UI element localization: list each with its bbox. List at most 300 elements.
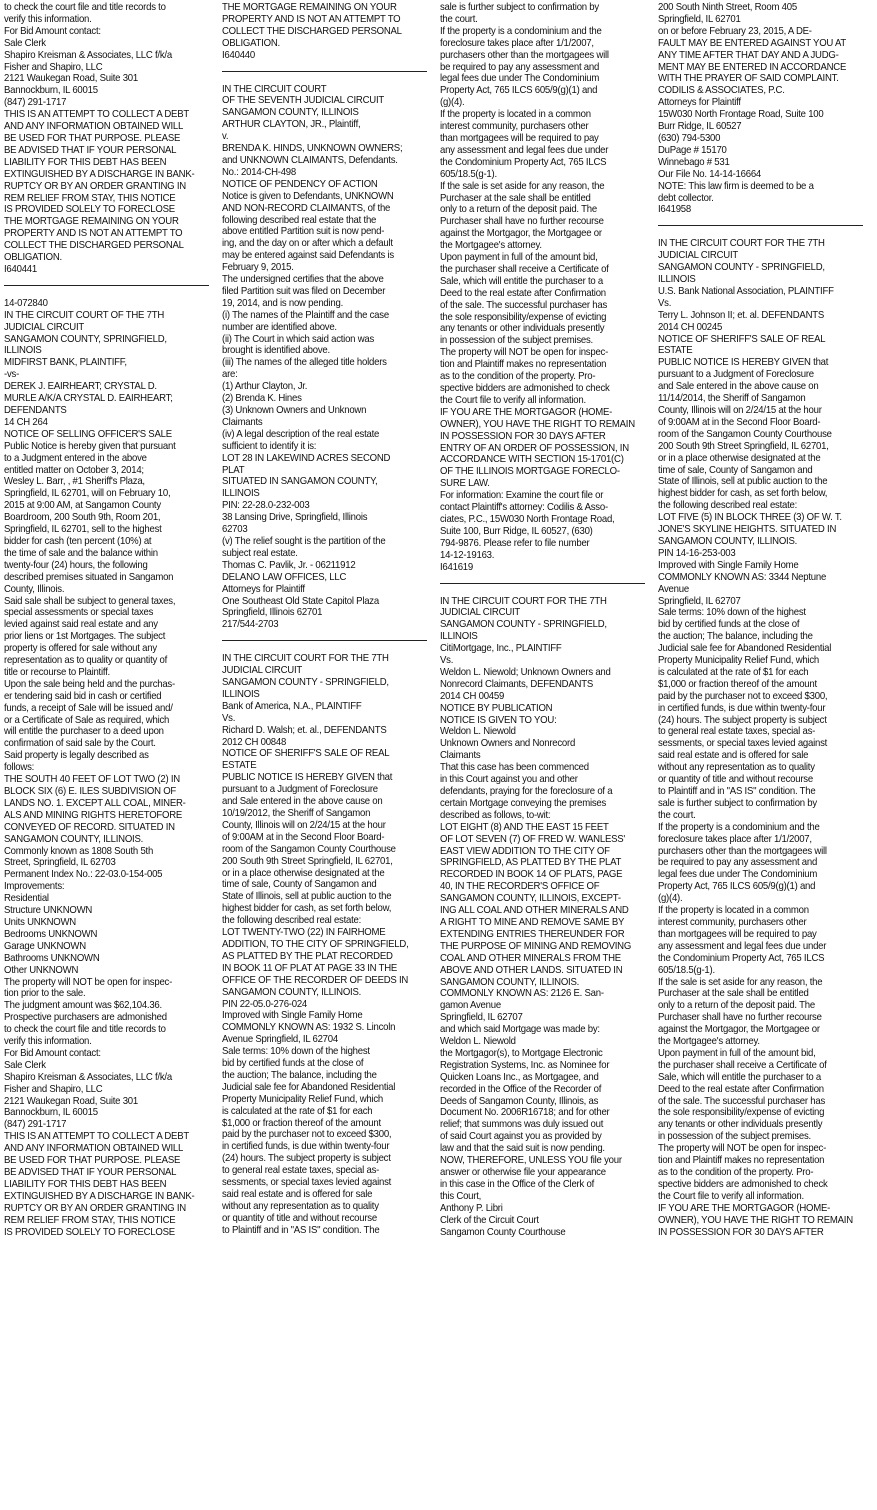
notice-line: ciates, P.C., 15W030 North Frontage Road, (440, 513, 615, 525)
notice-line: ARTHUR CLAYTON, JR., Plaintiff, (222, 119, 361, 131)
notice-line: (v) The relief sought is the partition of the (222, 535, 386, 547)
notice-line: BE USED FOR THAT PURPOSE. PLEASE (4, 132, 181, 144)
notice-divider (658, 225, 863, 226)
notice-divider (222, 71, 427, 72)
notice-line: Attorneys for Plaintiff (222, 583, 305, 595)
notice-line: any assessment and legal fees due under (440, 144, 609, 156)
legal-notice (222, 84, 434, 632)
notice-line: funds, a receipt of Sale will be issued and/ (4, 702, 173, 714)
notice-line: levied against said real estate and any (4, 619, 158, 631)
notice-line: DEREK J. EAIRHEART; CRYSTAL D. (4, 381, 157, 393)
notice-line: COMMONLY KNOWN AS: 2126 E. San- (440, 988, 604, 1000)
notice-line: REM RELIEF FROM STAY, THIS NOTICE (4, 1214, 176, 1226)
notice-line: the time of sale and the balance within (4, 547, 158, 559)
notice-line: property is offered for sale without any (4, 643, 157, 655)
notice-line: PUBLIC NOTICE IS HEREBY GIVEN that (658, 357, 829, 369)
notice-line: IS PROVIDED SOLELY TO FORECLOSE (4, 1226, 175, 1238)
notice-line: Sale, which will entitle the purchaser to a (658, 1071, 821, 1083)
notice-line: 2121 Waukegan Road, Suite 301 (4, 73, 138, 85)
notice-line: be required to pay any assessment and (440, 61, 600, 73)
notice-line: NOTICE OF PENDENCY OF ACTION (222, 178, 378, 190)
notice-line: DuPage # 15170 (658, 144, 727, 156)
legal-notice (4, 2, 216, 276)
notice-line: recorded in the Office of the Recorder of (440, 1083, 602, 1095)
notice-line: If the property is located in a common (440, 109, 591, 121)
notice-line: Structure UNKNOWN (4, 905, 93, 917)
legal-notice (440, 2, 652, 574)
notice-line: LOT TWENTY-TWO (22) IN FAIRHOME (222, 927, 386, 939)
notice-line: For Bid Amount contact: (4, 1047, 101, 1059)
notice-line: sale is further subject to confirmation by (658, 797, 817, 809)
notice-line: of 9:00AM at in the Second Floor Board- (222, 831, 385, 843)
notice-line: THE PURPOSE OF MINING AND REMOVING (440, 940, 632, 952)
notice-line: ESTATE (658, 345, 693, 357)
notice-line: IS PROVIDED SOLELY TO FORECLOSE (4, 204, 175, 216)
notice-line: SANGAMON COUNTY, ILLINOIS. (4, 833, 144, 845)
notice-line: on or before February 23, 2015, A DE- (658, 25, 812, 37)
notice-line: Springfield, IL 62707 (440, 1012, 523, 1024)
notice-line: 11/14/2014, the Sheriff of Sangamon (658, 393, 806, 405)
notice-line: the following described real estate: (658, 500, 798, 512)
notice-line: Units UNKNOWN (4, 916, 77, 928)
notice-line: 2014 CH 00245 (658, 321, 723, 333)
notice-line: 2012 CH 00848 (222, 736, 287, 748)
notice-line: OF LOT SEVEN (7) OF FRED W. WANLESS' (440, 833, 626, 845)
notice-line: Said sale shall be subject to general taxes, (4, 595, 176, 607)
notice-line: is calculated at the rate of $1 for each (658, 666, 809, 678)
notice-line: Sale terms: 10% down of the highest (222, 1046, 370, 1058)
notice-line: Improvements: (4, 881, 65, 893)
notice-line: Shapiro Kreisman & Associates, LLC f/k/a (4, 49, 172, 61)
notice-line: NOTICE BY PUBLICATION (440, 702, 553, 714)
column-1 (4, 2, 216, 1510)
notice-line: spective bidders are admonished to check (658, 1178, 828, 1190)
notice-line: PIN: 22-28.0-232-003 (222, 500, 310, 512)
notice-line: Springfield, IL 62701 (658, 13, 741, 25)
notice-line: CitiMortgage, Inc., PLAINTIFF (440, 643, 562, 655)
notice-line: (ii) The Court in which said action was (222, 333, 375, 345)
notice-line: without any representation as to quality (658, 762, 815, 774)
notice-line: Property Municipality Relief Fund, which (222, 1093, 384, 1105)
notice-line: The property will NOT be open for inspec- (4, 976, 173, 988)
notice-line: If the sale is set aside for any reason, the (658, 976, 823, 988)
notice-line: Quicken Loans Inc., as Mortgagee, and (440, 1071, 599, 1083)
notice-line: 794-9876. Please refer to file number (440, 537, 590, 549)
notice-line: Deed to the real estate after Confirmation (440, 287, 606, 299)
notice-line: THIS IS AN ATTEMPT TO COLLECT A DEBT (4, 109, 189, 121)
notice-line: the purchaser shall receive a Certificate of (440, 263, 609, 275)
notice-line: Deed to the real estate after Confirmation (658, 1083, 824, 1095)
notice-line: representation as to quality or quantity of (4, 655, 168, 667)
notice-line: (3) Unknown Owners and Unknown (222, 405, 367, 416)
notice-line: (847) 291-1717 (4, 97, 67, 109)
notice-line: If the sale is set aside for any reason, the (440, 180, 605, 192)
notice-line: ENTRY OF AN ORDER OF POSSESSION, IN (440, 442, 629, 454)
notice-line: ILLINOIS (4, 345, 42, 357)
notice-line: EXTINGUISHED BY A DISCHARGE IN BANK- (4, 1190, 195, 1202)
notice-line: LOT FIVE (5) IN BLOCK THREE (3) OF W. T. (658, 512, 842, 524)
notice-line: only to a return of the deposit paid. The (658, 1000, 815, 1012)
notice-line: ing, and the day on or after which a default (222, 238, 393, 250)
notice-line: County, Illinois. (4, 583, 65, 595)
notice-line: Upon the sale being held and the purchas- (4, 678, 175, 690)
legal-notice (658, 238, 870, 1238)
notice-line: Avenue (658, 583, 689, 595)
notice-line: DELANO LAW OFFICES, LLC (222, 571, 347, 583)
notice-line: NOTICE OF SHERIFF'S SALE OF REAL (658, 333, 826, 345)
notice-line: PLAT (222, 464, 245, 476)
notice-line: 38 Lansing Drive, Springfield, Illinois (222, 512, 368, 524)
notice-line: 200 South Ninth Street, Room 405 (658, 2, 797, 13)
notice-line: COLLECT THE DISCHARGED PERSONAL (4, 240, 184, 252)
notice-line: 200 South 9th Street Springfield, IL 62701, (222, 855, 393, 867)
notice-line: the court. (658, 809, 696, 821)
notice-line: NOTE: This law firm is deemed to be a (658, 180, 814, 192)
legal-notice (222, 653, 434, 1236)
notice-line: CODILIS & ASSOCIATES, P.C. (658, 85, 785, 97)
notice-line: the sole responsibility/expense of evicting (440, 311, 607, 323)
notice-line: The property will NOT be open for inspec- (658, 1143, 827, 1155)
notice-line: title or recourse to Plaintiff. (4, 666, 110, 678)
notice-line: and UNKNOWN CLAIMANTS, Defendants. (222, 154, 398, 166)
notice-line: SANGAMON COUNTY, ILLINOIS. (440, 976, 580, 988)
notice-line: ACCORDANCE WITH SECTION 15-1701(C) (440, 454, 624, 466)
notice-line: JUDICIAL CIRCUIT (222, 665, 302, 677)
notice-line: described premises situated in Sangamon (4, 571, 174, 583)
notice-line: State of Illinois, sell at public auction to the (222, 891, 392, 903)
notice-line: Bank of America, N.A., PLAINTIFF (222, 700, 362, 712)
notice-line: sessments, or special taxes levied against (658, 738, 828, 750)
notice-line: If the property is located in a common (658, 905, 809, 917)
notice-line: Purchaser shall have no further recourse (440, 216, 604, 228)
notice-line: DEFENDANTS (4, 405, 67, 416)
notice-line: U.S. Bank National Association, PLAINTIFF (658, 285, 834, 297)
notice-line: MIDFIRST BANK, PLAINTIFF, (4, 357, 127, 369)
notice-line: only to a return of the deposit paid. The (440, 204, 597, 216)
notice-line: sale is further subject to confirmation by (440, 2, 599, 13)
notice-line: If the property is a condominium and the (440, 25, 602, 37)
notice-line: Registration Systems, Inc. as Nominee for (440, 1059, 610, 1071)
notice-line: LOT 28 IN LAKEWIND ACRES SECOND (222, 452, 391, 464)
legal-notice (440, 596, 652, 1239)
notice-line: OF THE SEVENTH JUDICIAL CIRCUIT (222, 95, 384, 107)
notice-line: Public Notice is hereby given that pursuant (4, 440, 176, 452)
notice-line: 10/19/2012, the Sheriff of Sangamon (222, 808, 371, 819)
notice-line: February 9, 2015. (222, 262, 294, 274)
notice-line: ABOVE AND OTHER LANDS. SITUATED IN (440, 964, 623, 976)
notice-line: FAULT MAY BE ENTERED AGAINST YOU AT (658, 37, 847, 49)
notice-line: spective bidders are admonished to check (440, 383, 610, 394)
notice-line: SANGAMON COUNTY - SPRINGFIELD, (440, 619, 607, 631)
notice-line: and which said Mortgage was made by: (440, 1024, 600, 1036)
notice-line: brought is identified above. (222, 345, 330, 357)
notice-line: COLLECT THE DISCHARGED PERSONAL (222, 25, 402, 37)
notice-line: 62703 (222, 524, 248, 536)
notice-line: than mortgagees will be required to pay (440, 132, 599, 144)
notice-line: Boardroom, 200 South 9th, Room 201, (4, 512, 161, 524)
notice-line: of said Court against you as provided by (440, 1131, 602, 1143)
notice-line: 2015 at 9:00 AM, at Sangamon County (4, 500, 161, 512)
notice-line: 15W030 North Frontage Road, Suite 100 (658, 109, 824, 121)
notice-line: follows: (4, 762, 35, 774)
notice-line: LIABILITY FOR THIS DEBT HAS BEEN (4, 1178, 167, 1190)
notice-line: Improved with Single Family Home (222, 1010, 363, 1022)
notice-line: Our File No. 14-14-16664 (658, 168, 762, 180)
notice-line: PROPERTY AND IS NOT AN ATTEMPT TO (4, 228, 183, 240)
notice-line: JUDICIAL CIRCUIT (4, 321, 84, 333)
notice-line: AND ANY INFORMATION OBTAINED WILL (4, 1143, 184, 1155)
notice-line: time of sale, County of Sangamon and (222, 879, 377, 891)
notice-line: Judicial sale fee for Abandoned Residential (658, 643, 832, 655)
notice-line: this Court, (440, 1190, 482, 1202)
notice-line: purchasers other than the mortgagees will (658, 845, 827, 857)
notice-line: IN THE CIRCUIT COURT (222, 83, 327, 95)
notice-line: in certified funds, is due within twenty-four (658, 702, 826, 714)
notice-line: The property will NOT be open for inspec- (440, 347, 609, 359)
notice-line: WITH THE PRAYER OF SAID COMPLAINT. (658, 73, 839, 85)
notice-line: Purchaser at the sale shall be entitled (658, 988, 809, 1000)
notice-line: 19, 2014, and is now pending. (222, 297, 344, 309)
notice-line: entitled matter on October 3, 2014; (4, 464, 144, 476)
notice-line: described as follows, to-wit: (440, 809, 551, 821)
notice-line: AS PLATTED BY THE PLAT RECORDED (222, 950, 393, 962)
notice-line: may be entered against said Defendants is (222, 250, 395, 262)
notice-line: Clerk of the Circuit Court (440, 1214, 539, 1226)
notice-line: If the property is a condominium and the (658, 821, 820, 833)
notice-line: the Mortgagor(s), to Mortgage Electronic (440, 1047, 603, 1059)
notice-line: of 9:00AM at in the Second Floor Board- (658, 416, 821, 428)
notice-line: COAL AND OTHER MINERALS FROM THE (440, 952, 621, 964)
notice-line: JUDICIAL CIRCUIT (658, 250, 738, 262)
notice-line: the purchaser shall receive a Certificate of (658, 1059, 827, 1071)
notice-line: in this case in the Office of the Clerk of (440, 1178, 595, 1190)
notice-line: sessments, or special taxes levied against (222, 1177, 392, 1189)
notice-line: tion prior to the sale. (4, 988, 86, 1000)
notice-line: BRENDA K. HINDS, UNKNOWN OWNERS; (222, 143, 403, 155)
notice-line: LANDS NO. 1. EXCEPT ALL COAL, MINER- (4, 797, 186, 809)
notice-line: Notice is given to Defendants, UNKNOWN (222, 190, 394, 202)
notice-line: will entitle the purchaser to a deed upon (4, 726, 164, 738)
notice-line: to general real estate taxes, special as- (222, 1165, 380, 1177)
notice-line: SANGAMON COUNTY, ILLINOIS, EXCEPT- (440, 893, 621, 905)
notice-line: Residential (4, 893, 49, 905)
notice-divider (4, 285, 209, 286)
notice-line: certain Mortgage conveying the premises (440, 797, 607, 809)
notice-line: Bathrooms UNKNOWN (4, 952, 100, 964)
notice-line: or a Certificate of Sale as required, which (4, 714, 170, 726)
notice-line: Weldon L. Niewold (440, 726, 516, 738)
notice-line: PIN 14-16-253-003 (658, 547, 736, 559)
notice-line: JUDICIAL CIRCUIT (440, 607, 520, 619)
notice-line: ILLINOIS (440, 631, 478, 643)
notice-line: as to the condition of the property. Pro- (658, 1167, 814, 1178)
notice-line: number are identified above. (222, 321, 337, 333)
notice-line: CONVEYED OF RECORD. SITUATED IN (4, 821, 175, 833)
notice-line: to general real estate taxes, special as- (658, 726, 816, 738)
notice-line: ING ALL COAL AND OTHER MINERALS AND (440, 905, 629, 917)
notice-line: SURE LAW. (440, 478, 490, 490)
notice-line: Winnebago # 531 (658, 156, 730, 168)
notice-line: OFFICE OF THE RECORDER OF DEEDS IN (222, 974, 409, 986)
notice-line: Bannockburn, IL 60015 (4, 1107, 98, 1119)
notice-line: Vs. (222, 712, 236, 724)
notice-line: IN THE CIRCUIT COURT OF THE 7TH (4, 309, 165, 321)
notice-line: Wesley L. Barr, , #1 Sheriff's Plaza, (4, 476, 145, 488)
notice-line: 40, IN THE RECORDER'S OFFICE OF (440, 881, 600, 893)
notice-line: ILLINOIS (222, 688, 260, 700)
notice-line: Weldon L. Niewold (440, 1036, 516, 1048)
notice-line: SANGAMON COUNTY - SPRINGFIELD, (658, 262, 825, 274)
notice-line: the Mortgagee's attorney. (440, 240, 542, 252)
notice-line: THIS IS AN ATTEMPT TO COLLECT A DEBT (4, 1131, 189, 1143)
notice-line: IN BOOK 11 OF PLAT AT PAGE 33 IN THE (222, 962, 398, 974)
notice-line: said real estate and is offered for sale (658, 750, 809, 762)
notice-line: Bedrooms UNKNOWN (4, 928, 98, 940)
notice-line: IF YOU ARE THE MORTGAGOR (HOME- (440, 406, 613, 418)
notice-line: against the Mortgagor, the Mortgagee or (440, 228, 602, 240)
legal-notice (658, 2, 870, 216)
notice-line: OF THE ILLINOIS MORTGAGE FORECLO- (440, 466, 620, 478)
notice-line: JONE'S SKYLINE HEIGHTS. SITUATED IN (658, 524, 837, 536)
notice-line: Unknown Owners and Nonrecord (440, 738, 576, 750)
notice-line: or in a place otherwise designated at the (658, 452, 821, 464)
notice-line: foreclosure takes place after 1/1/2007, (440, 37, 594, 49)
notice-line: $1,000 or fraction thereof of the amount (658, 678, 817, 690)
notice-line: Sale Clerk (4, 1059, 46, 1071)
notice-line: EXTENDING ENTRIES THEREUNDER FOR (440, 928, 625, 940)
notice-line: Springfield, Illinois 62701 (222, 607, 323, 619)
notice-line: (24) hours. The subject property is subject (222, 1153, 391, 1165)
notice-line: highest bidder for cash, as set forth below, (658, 488, 828, 500)
notice-line: SANGAMON COUNTY - SPRINGFIELD, (222, 677, 389, 689)
notice-line: in possession of the subject premises. (658, 1131, 811, 1143)
notice-line: NOTICE IS GIVEN TO YOU: (440, 714, 557, 726)
notice-line: MURLE A/K/A CRYSTAL D. EAIRHEART; (4, 393, 173, 405)
notice-line: SANGAMON COUNTY, SPRINGFIELD, (4, 333, 167, 345)
notice-line: the sole responsibility/expense of evicting (658, 1107, 825, 1119)
notice-line: interest community, purchasers other (658, 916, 807, 928)
notice-line: LOT EIGHT (8) AND THE EAST 15 FEET (440, 821, 609, 833)
notice-line: interest community, purchasers other (440, 121, 589, 133)
notice-line: IN POSSESSION FOR 30 DAYS AFTER (658, 1226, 824, 1238)
notice-line: Springfield, IL 62701, sell to the highest (4, 524, 162, 536)
notice-line: room of the Sangamon County Courthouse (222, 843, 396, 855)
notice-line: of the sale. The successful purchaser has (440, 299, 608, 311)
notice-line: SANGAMON COUNTY, ILLINOIS. (222, 986, 362, 998)
notice-line: SANGAMON COUNTY, ILLINOIS (222, 107, 359, 119)
legal-notice (222, 2, 434, 62)
notice-line: IN THE CIRCUIT COURT FOR THE 7TH (658, 238, 825, 250)
notice-line: Sale Clerk (4, 37, 46, 49)
notice-line: Springfield, IL 62701, will on February 10, (4, 488, 171, 500)
notice-line: (1) Arthur Clayton, Jr. (222, 381, 308, 393)
notice-line: of the sale. The successful purchaser has (658, 1095, 826, 1107)
notice-line: or quantity of title and without recourse (658, 774, 813, 786)
notice-line: Terry L. Johnson II; et. al. DEFENDANTS (658, 309, 825, 321)
notice-line: The undersigned certifies that the above (222, 274, 384, 286)
notice-line: Upon payment in full of the amount bid, (658, 1047, 816, 1059)
notice-line: 14-072840 (4, 297, 48, 309)
notice-line: purchasers other than the mortgagees will (440, 49, 609, 61)
notice-line: the Court file to verify all information. (658, 1190, 804, 1202)
notice-line: AND ANY INFORMATION OBTAINED WILL (4, 121, 184, 133)
notice-line: Street, Springfield, IL 62703 (4, 857, 116, 869)
notice-line: Anthony P. Libri (440, 1202, 503, 1214)
notice-line: Sangamon County Courthouse (440, 1226, 566, 1238)
notice-line: MENT MAY BE ENTERED IN ACCORDANCE (658, 61, 847, 73)
notice-line: against the Mortgagor, the Mortgagee or (658, 1024, 820, 1036)
notice-line: NOW, THEREFORE, UNLESS YOU file your (440, 1155, 622, 1167)
notice-line: (g)(4). (440, 97, 465, 109)
notice-line: following described real estate that the (222, 214, 377, 226)
notice-line: pursuant to a Judgment of Foreclosure (658, 369, 814, 381)
notice-line: (630) 794-5300 (658, 132, 721, 144)
notice-line: to Plaintiff and in "AS IS" condition. The (658, 786, 816, 797)
notice-line: Document No. 2006R16718; and for other (440, 1107, 610, 1119)
notice-line: Vs. (658, 297, 672, 309)
notice-line: defendants, praying for the foreclosure of a (440, 786, 613, 797)
notice-line: ALS AND MINING RIGHTS HERETOFORE (4, 809, 183, 821)
notice-line: 14-12-19163. (440, 549, 495, 561)
notice-line: in this Court against you and other (440, 774, 578, 786)
notice-line: OBLIGATION. (4, 252, 62, 264)
notice-line: THE MORTGAGE REMAINING ON YOUR (4, 216, 179, 228)
notice-line: A RIGHT TO MINE AND REMOVE SAME BY (440, 916, 625, 928)
notice-line: legal fees due under The Condominium (440, 73, 600, 85)
notice-line: SITUATED IN SANGAMON COUNTY, (222, 476, 378, 488)
notice-line: the court. (440, 13, 478, 25)
notice-line: as to the condition of the property. Pro- (440, 371, 596, 383)
notice-line: tion and Plaintiff makes no representation (658, 1155, 825, 1167)
notice-line: OBLIGATION. (222, 37, 280, 49)
notice-line: or in a place otherwise designated at the (222, 867, 385, 879)
notice-line: (iv) A legal description of the real estate (222, 428, 380, 440)
notice-line: BE ADVISED THAT IF YOUR PERSONAL (4, 1167, 177, 1178)
notice-line: pursuant to a Judgment of Foreclosure (222, 784, 378, 796)
notice-line: Property Act, 765 ILCS 605/9(g)(1) and (658, 881, 816, 893)
notice-line: v. (222, 131, 229, 143)
notice-line: Purchaser at the sale shall be entitled (440, 192, 591, 204)
notice-line: Other UNKNOWN (4, 964, 79, 976)
notice-line: AND NON-RECORD CLAIMANTS, of the (222, 202, 391, 214)
notice-line: ESTATE (222, 760, 257, 772)
notice-line: 605/18.5(g-1). (440, 168, 497, 180)
notice-line: twenty-four (24) hours, the following (4, 559, 148, 571)
notice-line: RUPTCY OR BY AN ORDER GRANTING IN (4, 180, 186, 192)
notice-line: THE MORTGAGE REMAINING ON YOUR (222, 2, 397, 13)
notice-line: COMMONLY KNOWN AS: 3344 Neptune (658, 571, 827, 583)
notice-line: contact Plaintiff's attorney: Codilis & Asso- (440, 502, 608, 514)
notice-line: and Sale entered in the above cause on (222, 796, 383, 808)
notice-line: (847) 291-1717 (4, 1119, 67, 1131)
notice-line: 2121 Waukegan Road, Suite 301 (4, 1095, 138, 1107)
notice-line: LIABILITY FOR THIS DEBT HAS BEEN (4, 156, 167, 168)
notice-line: County, Illinois will on 2/24/15 at the hour (658, 405, 822, 416)
notice-line: the Condominium Property Act, 765 ILCS (658, 952, 825, 964)
notice-line: (2) Brenda K. Hines (222, 393, 302, 405)
notice-line: Attorneys for Plaintiff (658, 97, 741, 109)
notice-line: Deeds of Sangamon County, Illinois, as (440, 1095, 599, 1107)
notice-line: IF YOU ARE THE MORTGAGOR (HOME- (658, 1202, 831, 1214)
notice-line: County, Illinois will on 2/24/15 at the hour (222, 819, 386, 831)
notice-line: Bannockburn, IL 60015 (4, 85, 98, 97)
legal-notice (4, 298, 216, 1239)
notice-line: Property Municipality Relief Fund, which (658, 655, 820, 667)
notice-line: paid by the purchaser not to exceed $300, (658, 690, 828, 702)
notice-line: to a Judgment entered in the above (4, 452, 147, 464)
notice-line: (i) The names of the Plaintiff and the case (222, 309, 389, 321)
notice-line: Upon payment in full of the amount bid, (440, 252, 598, 264)
